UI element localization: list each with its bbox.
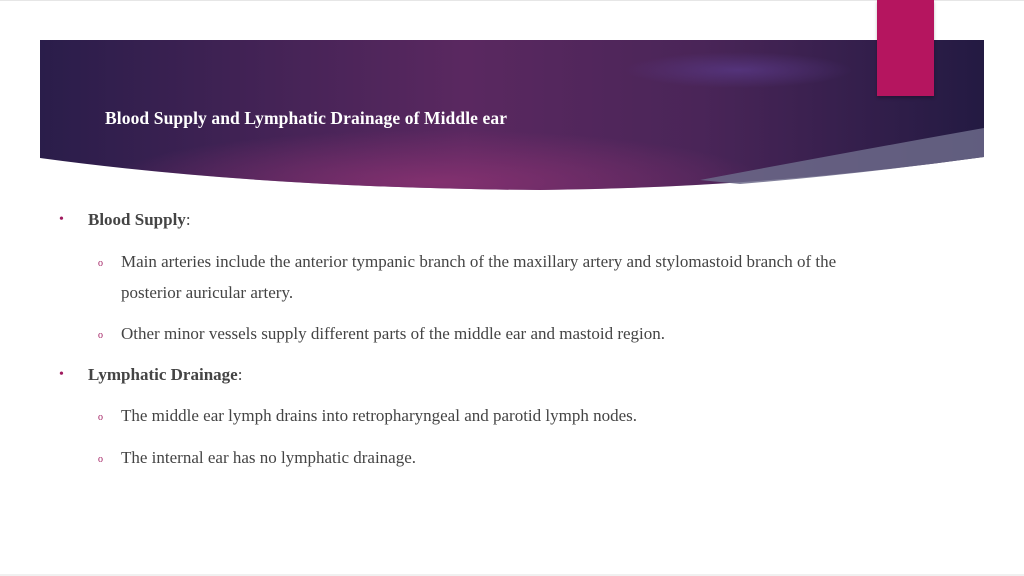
section-heading-text: Blood Supply <box>88 210 186 229</box>
section-heading-lymphatic-drainage <box>88 359 242 390</box>
list-item-line: Other minor vessels supply different parts of the middle ear and mastoid region. <box>121 324 666 343</box>
bullet-dot-icon: • <box>59 367 64 382</box>
bullet-circle-icon: o <box>98 412 103 423</box>
list-item-line: posterior auricular artery. <box>121 283 294 302</box>
section-heading-text: Lymphatic Drainage <box>88 365 238 384</box>
bullet-circle-icon: o <box>98 258 103 269</box>
list-item-line: The middle ear lymph drains into retropharyngeal and parotid lymph nodes. <box>121 406 638 425</box>
section-heading-blood-supply <box>88 204 191 235</box>
list-item-line: Main arteries include the anterior tympanic branch of the maxillary artery and stylomastoid branch of the <box>121 252 837 271</box>
bullet-dot-icon: • <box>59 212 64 227</box>
slide-title: Blood Supply and Lymphatic Drainage of Middle ear <box>105 108 508 128</box>
section-heading-suffix: : <box>185 210 191 229</box>
bullet-circle-icon: o <box>98 454 103 465</box>
bullet-circle-icon: o <box>98 330 103 341</box>
list-item-line: The internal ear has no lymphatic drainage. <box>121 448 417 467</box>
section-heading-suffix: : <box>237 365 243 384</box>
